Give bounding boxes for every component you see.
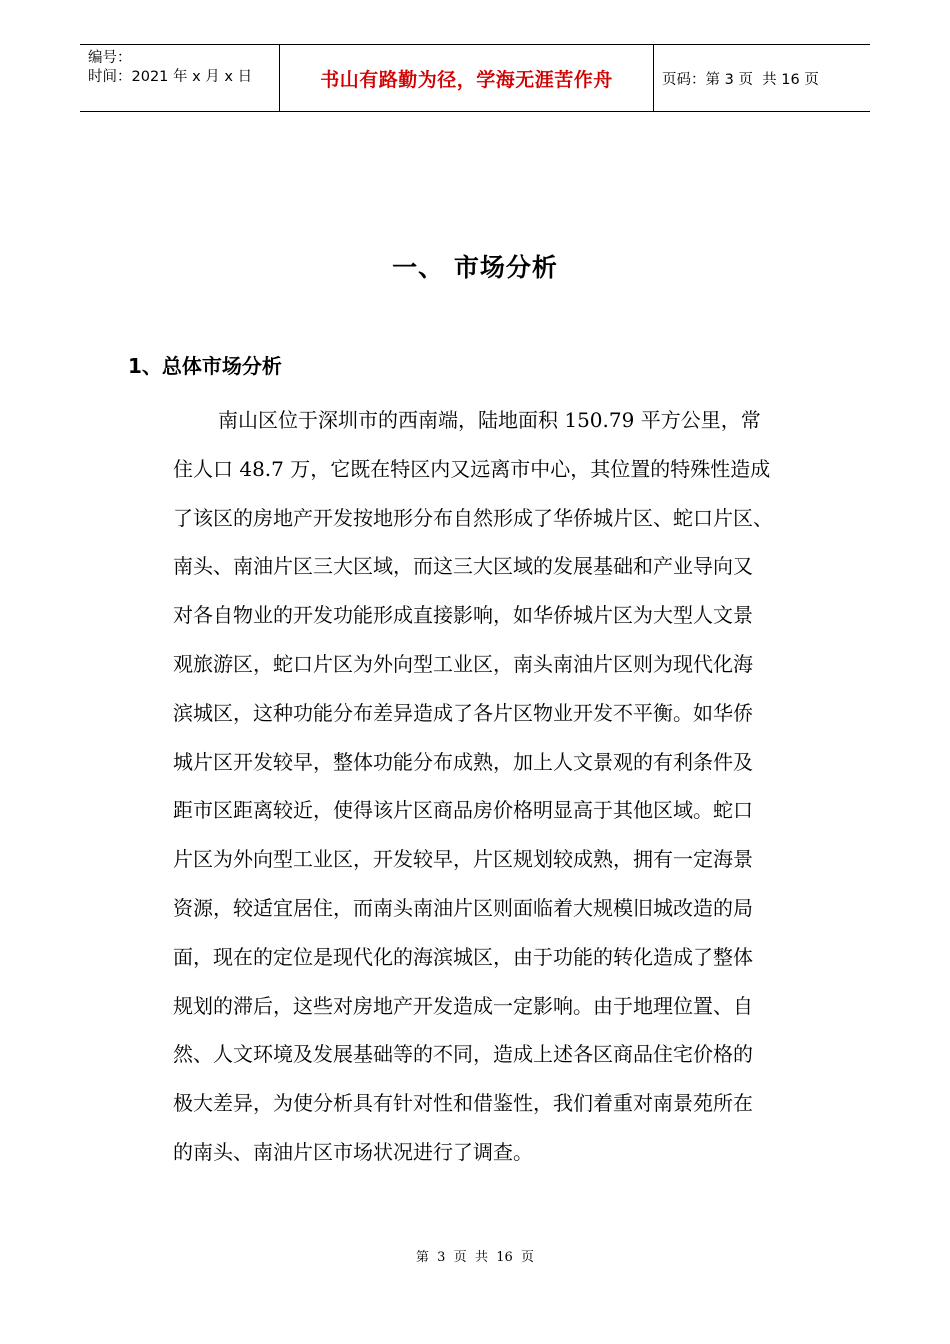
- header-meta-cell: [80, 45, 280, 111]
- document-time-label: 时间：2021 年 x 月 x 日: [88, 69, 253, 85]
- paragraph-line: 资源，较适宜居住，而南头南油片区则面临着大规模旧城改造的局: [173, 895, 753, 920]
- paragraph-line: 面，现在的定位是现代化的海滨城区，由于功能的转化造成了整体: [173, 944, 753, 969]
- paragraph-line: 对各自物业的开发功能形成直接影响，如华侨城片区为大型人文景: [173, 603, 753, 628]
- paragraph-line: 的南头、南油片区市场状况进行了调查。: [173, 1139, 533, 1164]
- paragraph-line: 住人口 48.7 万，它既在特区内又远离市中心，其位置的特殊性造成: [173, 456, 771, 481]
- paragraph-line: 观旅游区，蛇口片区为外向型工业区，南头南油片区则为现代化海: [173, 651, 753, 676]
- body-paragraph: [173, 396, 833, 1177]
- section-heading: 1、总体市场分析: [128, 354, 282, 378]
- page-header: [80, 44, 870, 112]
- document-number-label: 编号：: [88, 50, 132, 66]
- paragraph-line: 规划的滞后，这些对房地产开发造成一定影响。由于地理位置、自: [173, 993, 753, 1018]
- paragraph-line: 然、人文环境及发展基础等的不同，造成上述各区商品住宅价格的: [173, 1042, 753, 1067]
- paragraph-line: 南山区位于深圳市的西南端，陆地面积 150.79 平方公里，常: [218, 408, 761, 432]
- paragraph-line: 极大差异，为使分析具有针对性和借鉴性，我们着重对南景苑所在: [173, 1091, 753, 1116]
- chapter-title: 一、 市场分析: [392, 253, 558, 282]
- header-motto: 书山有路勤为径，学海无涯苦作舟: [280, 45, 654, 111]
- paragraph-line: 南头、南油片区三大区域，而这三大区域的发展基础和产业导向又: [173, 554, 753, 579]
- page-footer: 第 3 页 共 16 页: [415, 1250, 535, 1265]
- paragraph-line: 距市区距离较近，使得该片区商品房价格明显高于其他区域。蛇口: [173, 798, 753, 823]
- paragraph-line: 滨城区，这种功能分布差异造成了各片区物业开发不平衡。如华侨: [173, 700, 753, 725]
- paragraph-line: 片区为外向型工业区，开发较早，片区规划较成熟，拥有一定海景: [173, 847, 753, 872]
- header-page-code: 页码：第 3 页 共 16 页: [662, 71, 819, 88]
- paragraph-line: 城片区开发较早，整体功能分布成熟，加上人文景观的有利条件及: [173, 749, 753, 774]
- paragraph-line: 了该区的房地产开发按地形分布自然形成了华侨城片区、蛇口片区、: [173, 505, 773, 530]
